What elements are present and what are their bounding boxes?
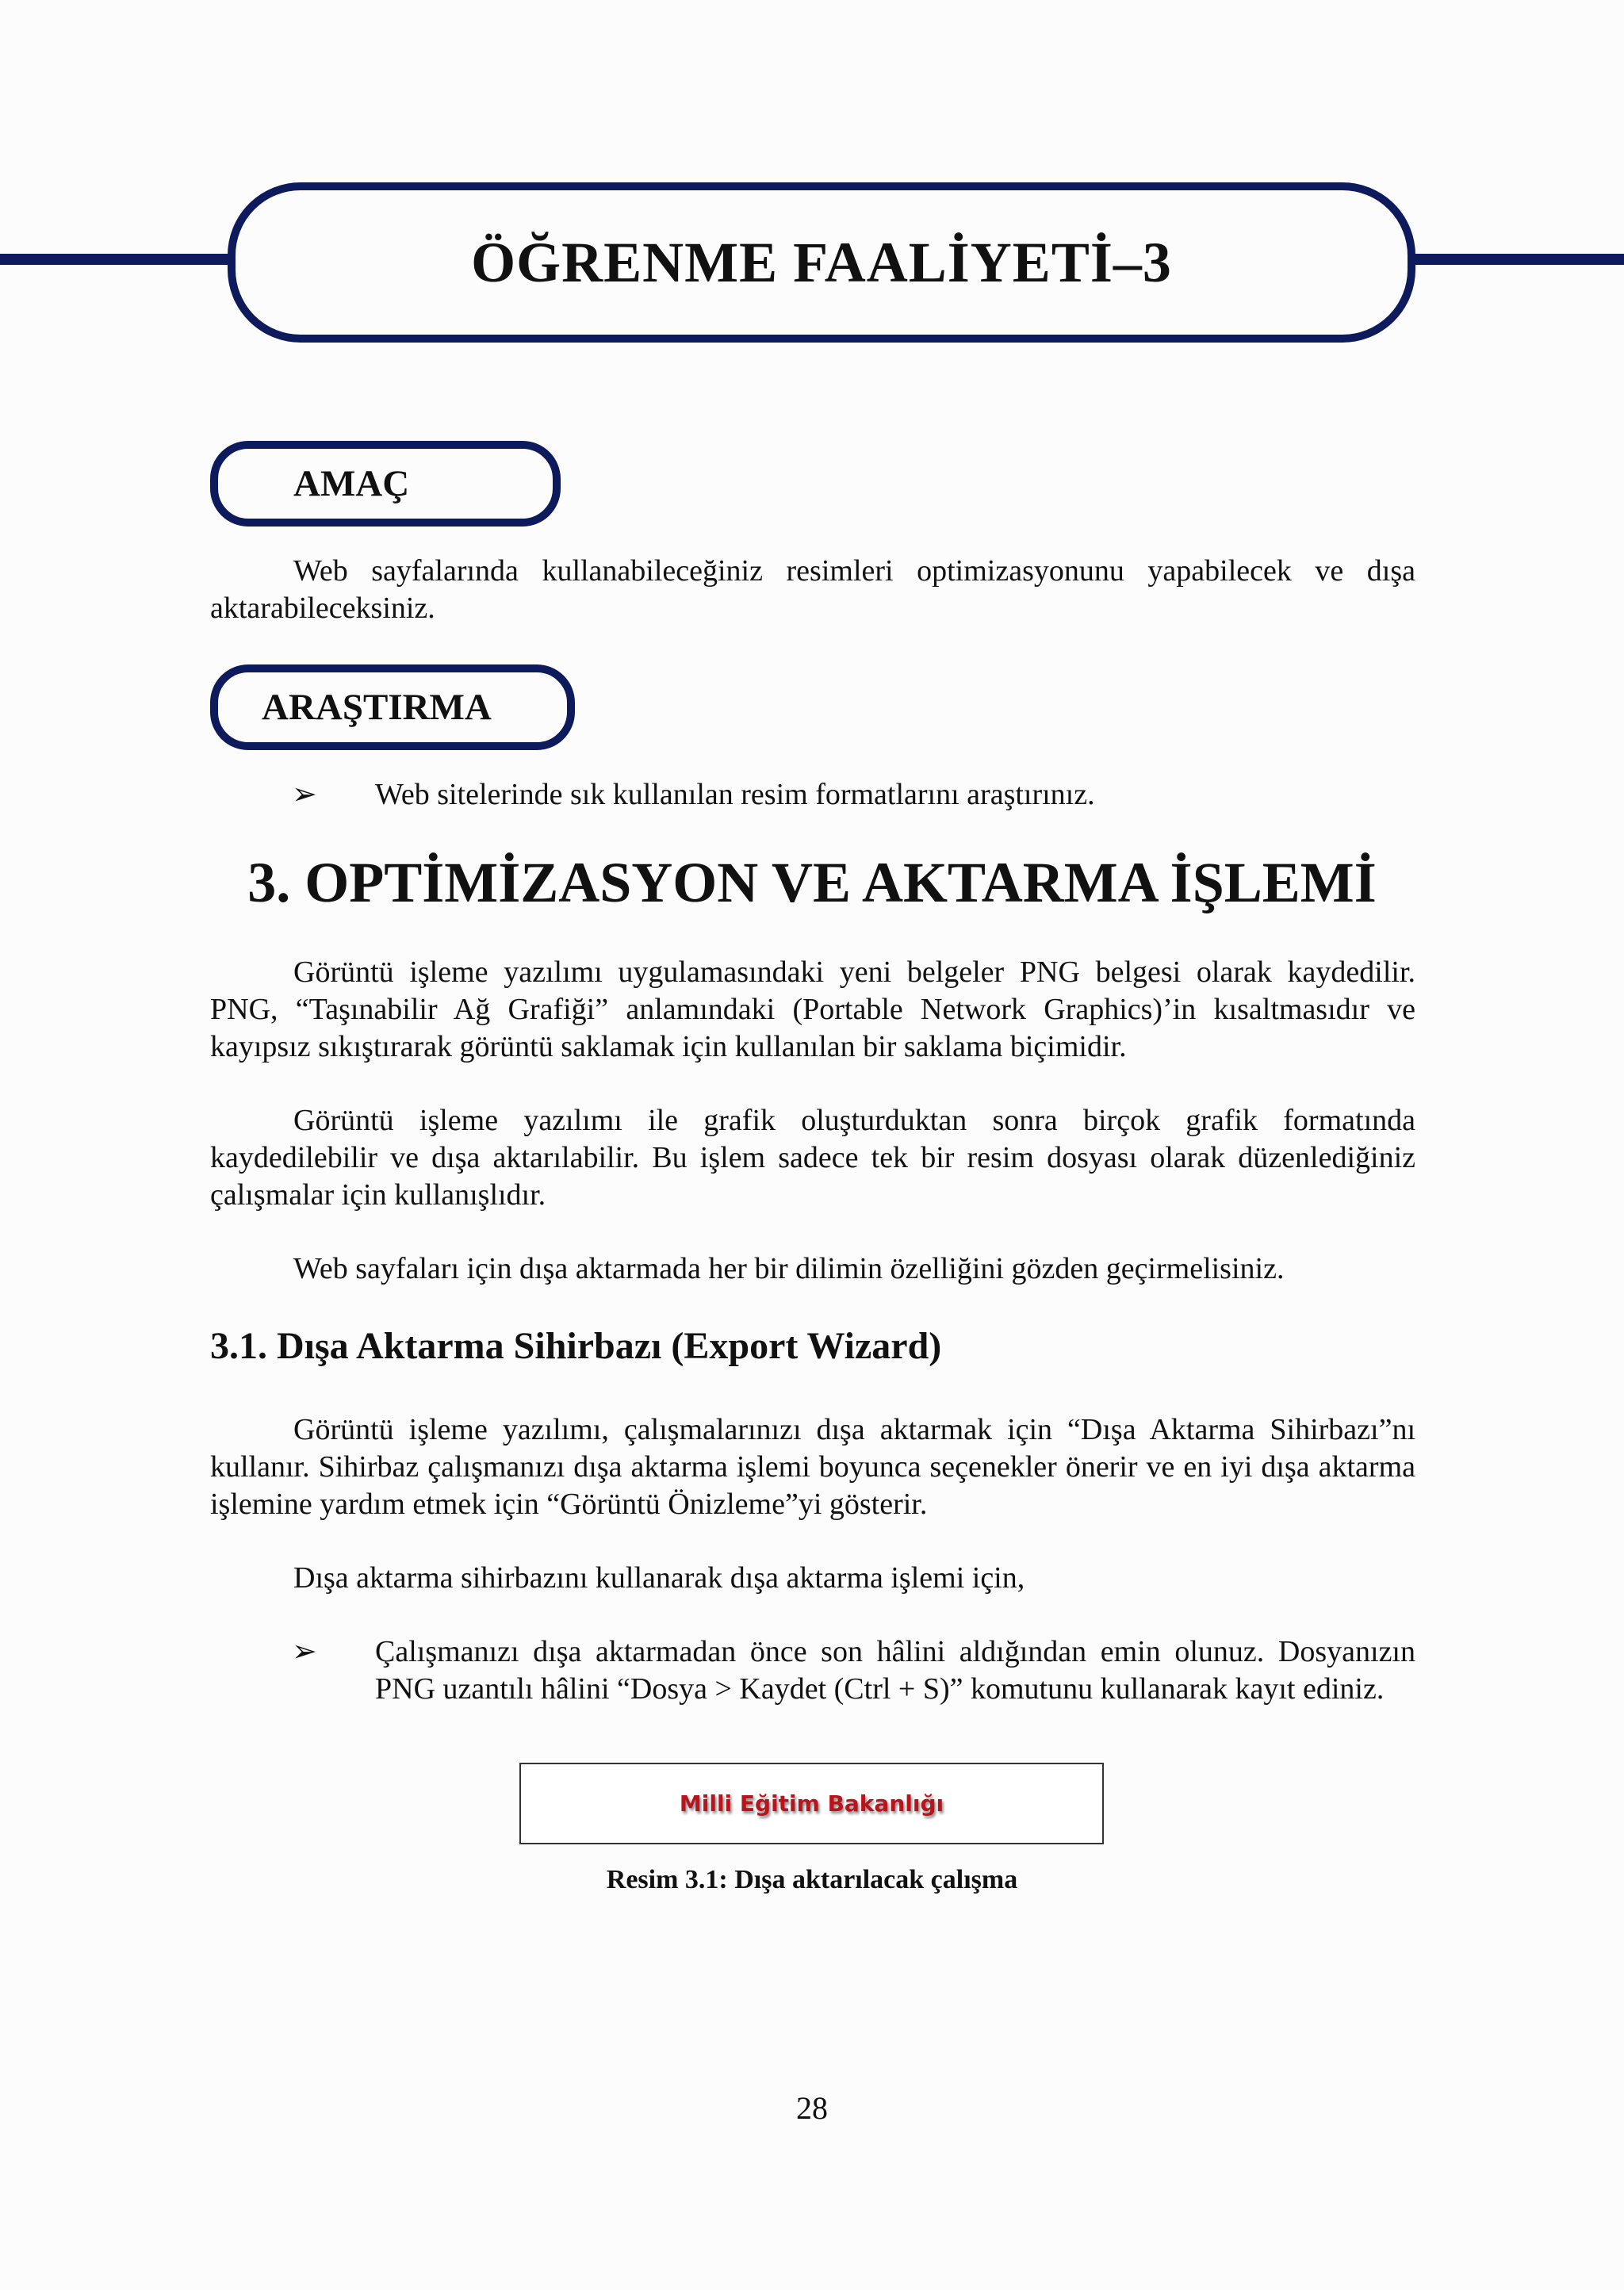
section-heading: 3. OPTİMİZASYON VE AKTARMA İŞLEMİ	[247, 851, 1377, 914]
banner-line-right	[1388, 254, 1624, 265]
section-paragraph-2: Görüntü işleme yazılımı ile grafik oluşturduktan sonra birçok grafik formatında kaydedilebilir ve dışa aktarılabilir. Bu işlem sadece tek bir resim dosyası olarak düzenlediğiniz çalışmalar için kullanışlıdır.	[210, 1104, 1415, 1212]
amac-label: AMAÇ	[293, 463, 410, 504]
section-paragraph-1: Görüntü işleme yazılımı uygulamasındaki yeni belgeler PNG belgesi olarak kaydedilir. PNG, “Taşınabilir Ağ Grafiği” anlamındaki (Portable Network Graphics)’in kısaltmasıdır ve kayıpsız sıkıştırarak görüntü saklamak için kullanılan bir saklama biçimidir.	[210, 955, 1415, 1063]
arrow-bullet-icon: ➢	[292, 1635, 317, 1668]
amac-box	[210, 441, 561, 527]
arrow-bullet-icon: ➢	[292, 778, 317, 811]
subsection-heading: 3.1. Dışa Aktarma Sihirbazı (Export Wizard)	[210, 1325, 942, 1367]
page-title: ÖĞRENME FAALİYETİ–3	[471, 230, 1172, 294]
title-banner	[228, 182, 1415, 343]
arastirma-label: ARAŞTIRMA	[262, 687, 492, 728]
figure-image	[519, 1763, 1104, 1844]
subsection-paragraph-2: Dışa aktarma sihirbazını kullanarak dışa aktarma işlemi için,	[293, 1561, 1025, 1595]
subsection-bullet: Çalışmanızı dışa aktarmadan önce son hâlini aldığından emin olunuz. Dosyanızın PNG uzantılı hâlini “Dosya > Kaydet (Ctrl + S)” komutunu kullanarak kayıt ediniz.	[375, 1635, 1415, 1706]
banner-line-left	[0, 254, 238, 265]
page-number: 28	[796, 2090, 828, 2126]
ministry-logo-text: Milli Eğitim Bakanlığı	[679, 1790, 944, 1817]
section-paragraph-3: Web sayfaları için dışa aktarmada her bir dilimin özelliğini gözden geçirmelisiniz.	[293, 1252, 1285, 1285]
arastirma-box	[210, 664, 575, 750]
arastirma-item: Web sitelerinde sık kullanılan resim formatlarını araştırınız.	[375, 778, 1095, 811]
amac-text: Web sayfalarında kullanabileceğiniz resimleri optimizasyonunu yapabilecek ve dışa aktarabileceksiniz.	[210, 554, 1415, 625]
figure-caption: Resim 3.1: Dışa aktarılacak çalışma	[606, 1865, 1018, 1894]
subsection-paragraph-1: Görüntü işleme yazılımı, çalışmalarınızı dışa aktarmak için “Dışa Aktarma Sihirbazı”nı kullanır. Sihirbaz çalışmanızı dışa aktarma işlemi boyunca seçenekler önerir ve en iyi dışa aktarma işlemine yardım etmek için “Görüntü Önizleme”yi gösterir.	[210, 1413, 1415, 1521]
